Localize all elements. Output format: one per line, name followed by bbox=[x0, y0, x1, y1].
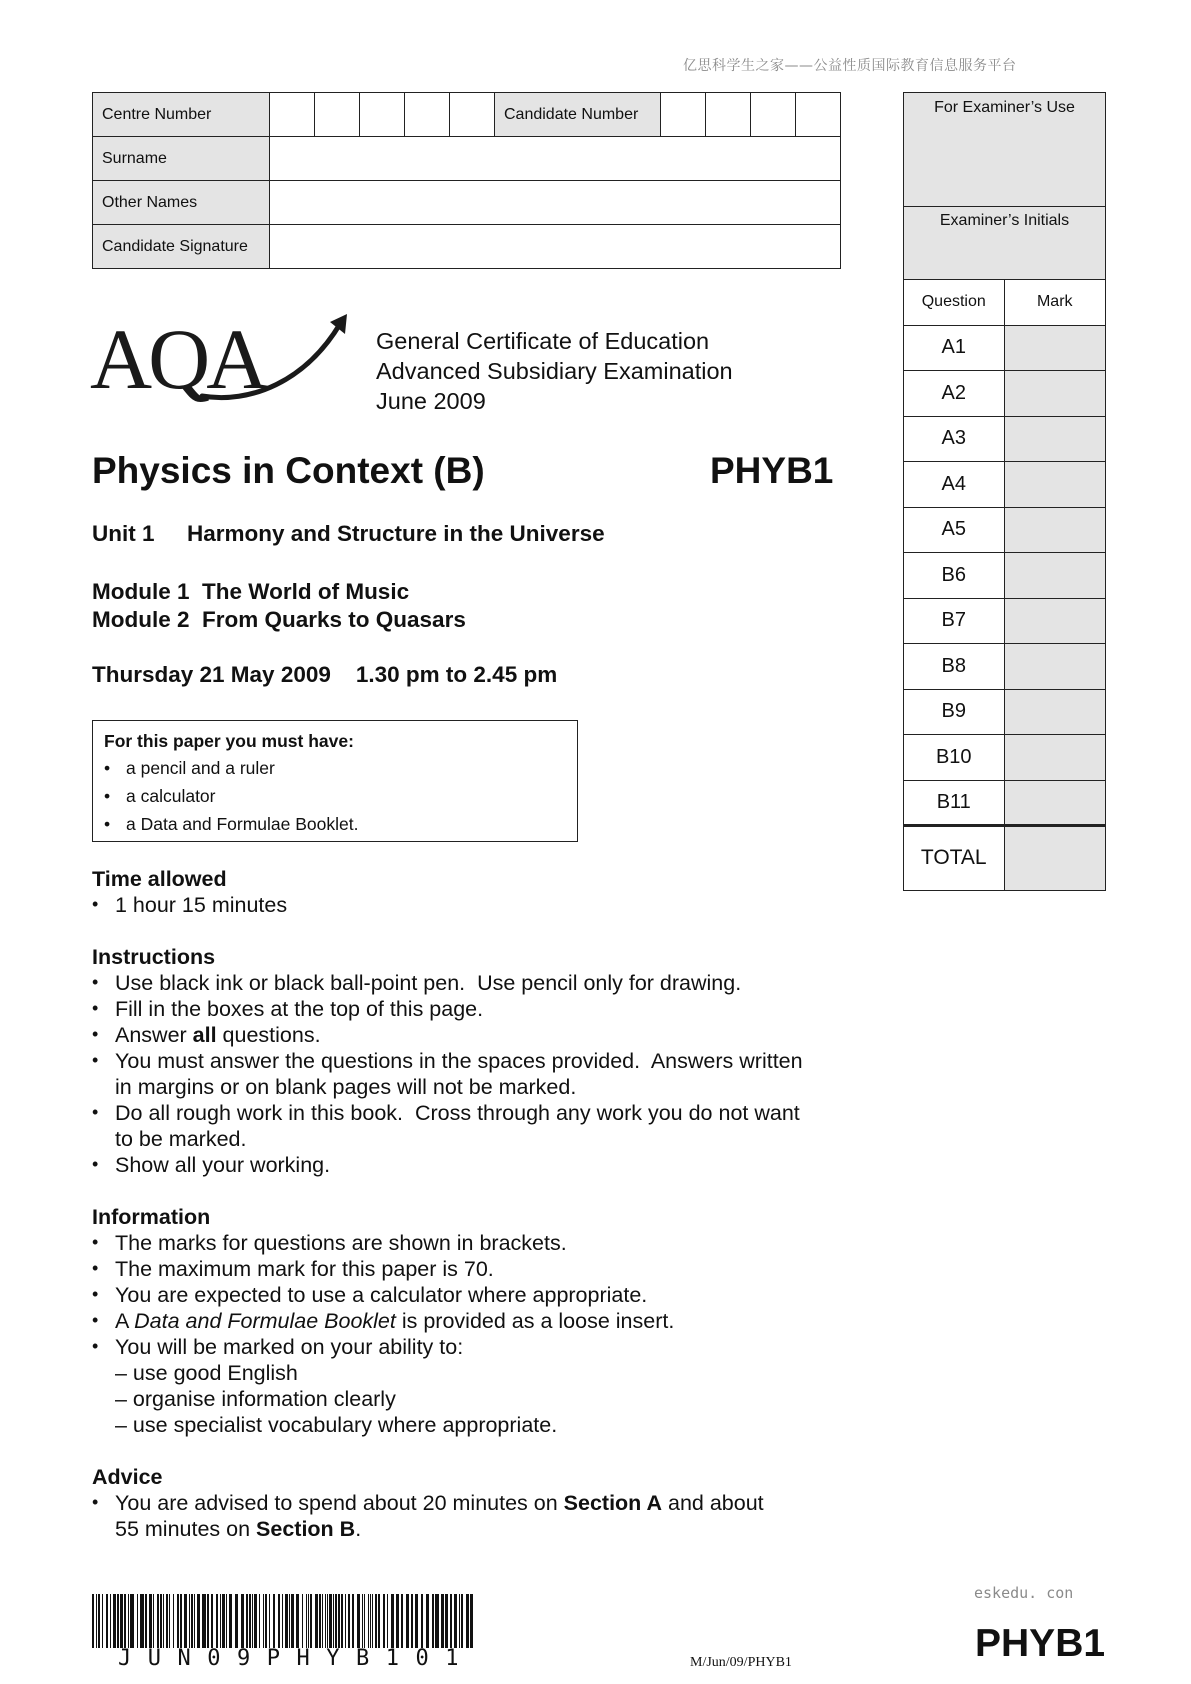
barcode-bar bbox=[333, 1594, 334, 1648]
barcode-bar bbox=[368, 1594, 369, 1648]
barcode-bar bbox=[235, 1594, 238, 1648]
bullet-item bbox=[92, 1308, 852, 1334]
mark-cell[interactable] bbox=[1004, 553, 1105, 599]
barcode-bar bbox=[173, 1594, 174, 1648]
must-have-item: • a Data and Formulae Booklet. bbox=[104, 810, 566, 838]
candidate-number-label: Candidate Number bbox=[495, 93, 661, 137]
bullet-item: • You must answer the questions in the spaces provided. Answers written bbox=[92, 1048, 852, 1074]
barcode-bar bbox=[222, 1594, 225, 1648]
text-fragment: and about bbox=[662, 1491, 764, 1515]
barcode-bar bbox=[197, 1594, 200, 1648]
barcode-bar bbox=[153, 1594, 154, 1648]
certificate-block bbox=[376, 326, 733, 416]
barcode-bar bbox=[160, 1594, 162, 1648]
barcode-bar bbox=[285, 1594, 288, 1648]
barcode-bar bbox=[259, 1594, 260, 1648]
barcode-bar bbox=[466, 1594, 469, 1648]
dash-item: – use good English bbox=[115, 1361, 298, 1385]
barcode-bar bbox=[96, 1594, 97, 1648]
barcode-bar bbox=[273, 1594, 275, 1648]
question-label: B8 bbox=[904, 644, 1004, 690]
aqa-logo bbox=[90, 312, 355, 404]
candidate-number-box[interactable] bbox=[661, 93, 706, 137]
barcode-bar bbox=[128, 1594, 129, 1648]
text-fragment: 55 minutes on bbox=[115, 1517, 257, 1541]
question-label: A4 bbox=[904, 462, 1004, 508]
bullet-continuation: to be marked. bbox=[115, 1127, 247, 1151]
other-names-label: Other Names bbox=[93, 181, 270, 225]
total-label: TOTAL bbox=[904, 826, 1004, 890]
text-fragment: Section B bbox=[256, 1517, 356, 1541]
mark-cell[interactable] bbox=[1004, 325, 1105, 371]
paper-code-footer: PHYB1 bbox=[975, 1622, 1106, 1665]
barcode-bar bbox=[137, 1594, 138, 1648]
barcode-bar bbox=[189, 1594, 190, 1648]
question-label: A1 bbox=[904, 325, 1004, 371]
barcode-bar bbox=[169, 1594, 170, 1648]
barcode-bar bbox=[396, 1594, 399, 1648]
barcode-bar bbox=[327, 1594, 328, 1648]
barcode-bar bbox=[421, 1594, 423, 1648]
barcode-bar bbox=[265, 1594, 267, 1648]
barcode-bar bbox=[450, 1594, 452, 1648]
barcode-bar bbox=[180, 1594, 182, 1648]
barcode-bar bbox=[117, 1594, 119, 1648]
instructions-section bbox=[92, 944, 852, 1178]
unit-title: Harmony and Structure in the Universe bbox=[187, 521, 605, 546]
barcode-bar bbox=[370, 1594, 371, 1648]
question-label: B7 bbox=[904, 598, 1004, 644]
barcode-bar bbox=[435, 1594, 439, 1648]
question-label: A5 bbox=[904, 507, 1004, 553]
information-section bbox=[92, 1204, 852, 1438]
centre-number-box[interactable] bbox=[315, 93, 360, 137]
mark-cell[interactable] bbox=[1004, 735, 1105, 781]
barcode-bar bbox=[246, 1594, 248, 1648]
barcode-bar bbox=[177, 1594, 179, 1648]
module-line: Module 1 The World of Music bbox=[92, 579, 410, 604]
text-fragment: Section A bbox=[563, 1491, 663, 1515]
bullet-continuation bbox=[92, 1516, 852, 1542]
dash-item: – use specialist vocabulary where appropriate. bbox=[115, 1413, 558, 1437]
barcode-bar bbox=[163, 1594, 164, 1648]
dash-item: – organise information clearly bbox=[115, 1387, 396, 1411]
bullet-item bbox=[92, 1022, 852, 1048]
mark-cell[interactable] bbox=[1004, 416, 1105, 462]
barcode-bar bbox=[145, 1594, 147, 1648]
barcode-bar bbox=[211, 1594, 213, 1648]
barcode-bar bbox=[406, 1594, 409, 1648]
other-names-field[interactable] bbox=[270, 181, 841, 225]
bullet-continuation: in margins or on blank pages will not be marked. bbox=[115, 1075, 577, 1099]
text-fragment: . bbox=[355, 1517, 362, 1541]
text-fragment: is provided as a loose insert. bbox=[395, 1309, 675, 1333]
question-label: A3 bbox=[904, 416, 1004, 462]
barcode-bar bbox=[345, 1594, 346, 1648]
barcode-bar bbox=[166, 1594, 168, 1648]
score-table bbox=[904, 280, 1105, 890]
question-label: B11 bbox=[904, 780, 1004, 826]
centre-number-label: Centre Number bbox=[93, 93, 270, 137]
barcode-bar bbox=[459, 1594, 460, 1648]
barcode-bar bbox=[372, 1594, 373, 1648]
text-fragment: You are advised to spend about 20 minutes on bbox=[115, 1491, 564, 1515]
must-have-box bbox=[92, 720, 578, 842]
barcode-bar bbox=[252, 1594, 253, 1648]
barcode-bar bbox=[461, 1594, 463, 1648]
text-fragment: A bbox=[115, 1309, 135, 1333]
text-fragment: Data and Formulae Booklet bbox=[134, 1309, 396, 1333]
surname-field[interactable] bbox=[270, 137, 841, 181]
paper-reference: M/Jun/09/PHYB1 bbox=[690, 1655, 792, 1670]
barcode-bar bbox=[102, 1594, 103, 1648]
bullet-item: • Do all rough work in this book. Cross through any work you do not want bbox=[92, 1100, 852, 1126]
barcode-bar bbox=[364, 1594, 365, 1648]
certificate-line: General Certificate of Education bbox=[376, 328, 710, 354]
question-label: B9 bbox=[904, 689, 1004, 735]
must-have-item: • a calculator bbox=[104, 782, 566, 810]
barcode-bar bbox=[249, 1594, 251, 1648]
barcode-bar bbox=[184, 1594, 187, 1648]
barcode-bar bbox=[338, 1594, 340, 1648]
question-label: B10 bbox=[904, 735, 1004, 781]
barcode-bar bbox=[229, 1594, 232, 1648]
signature-label: Candidate Signature bbox=[93, 225, 270, 269]
mark-cell[interactable] bbox=[1004, 507, 1105, 553]
examiner-use-panel bbox=[903, 92, 1106, 891]
text-fragment: Answer bbox=[115, 1023, 193, 1047]
barcode-bar bbox=[401, 1594, 403, 1648]
centre-number-box[interactable] bbox=[405, 93, 450, 137]
modules bbox=[92, 578, 466, 634]
text-fragment: all bbox=[192, 1023, 217, 1047]
barcode-bar bbox=[226, 1594, 227, 1648]
barcode-bar bbox=[194, 1594, 195, 1648]
candidate-number-box[interactable] bbox=[706, 93, 751, 137]
barcode-bar bbox=[278, 1594, 280, 1648]
examiner-use-heading: For Examiner’s Use bbox=[904, 93, 1105, 207]
section-heading: Information bbox=[92, 1205, 211, 1229]
barcode-bar bbox=[191, 1594, 193, 1648]
barcode-bar bbox=[375, 1594, 377, 1648]
barcode-bar bbox=[269, 1594, 270, 1648]
question-label: A2 bbox=[904, 371, 1004, 417]
mark-cell[interactable] bbox=[1004, 598, 1105, 644]
barcode-bar bbox=[282, 1594, 283, 1648]
barcode-bar bbox=[432, 1594, 434, 1648]
candidate-number-box[interactable] bbox=[796, 93, 841, 137]
barcode-bar bbox=[263, 1594, 264, 1648]
barcode-bar bbox=[387, 1594, 388, 1648]
signature-field[interactable] bbox=[270, 225, 841, 269]
site-watermark: eskedu. con bbox=[974, 1584, 1074, 1602]
barcode-bar bbox=[241, 1594, 244, 1648]
text-fragment: questions. bbox=[216, 1023, 321, 1047]
barcode-bar bbox=[352, 1594, 354, 1648]
bullet-item: • The maximum mark for this paper is 70. bbox=[92, 1256, 852, 1282]
barcode-bar bbox=[220, 1594, 221, 1648]
barcode-bar bbox=[130, 1594, 134, 1648]
barcode-bar bbox=[92, 1594, 94, 1648]
barcode-bar bbox=[140, 1594, 144, 1648]
mark-cell[interactable] bbox=[1004, 462, 1105, 508]
barcode-bar bbox=[441, 1594, 444, 1648]
barcode-bar bbox=[426, 1594, 429, 1648]
unit-label: Unit 1 bbox=[92, 521, 155, 546]
question-label: B6 bbox=[904, 553, 1004, 599]
barcode-bar bbox=[110, 1594, 111, 1648]
certificate-line: June 2009 bbox=[376, 388, 486, 414]
barcode-bar bbox=[106, 1594, 108, 1648]
barcode-bar bbox=[383, 1594, 385, 1648]
section-heading: Advice bbox=[92, 1465, 163, 1489]
barcode bbox=[92, 1594, 474, 1648]
centre-number-box[interactable] bbox=[360, 93, 405, 137]
unit-heading bbox=[92, 521, 605, 547]
barcode-bar bbox=[310, 1594, 312, 1648]
barcode-bar bbox=[319, 1594, 321, 1648]
paper-title: Physics in Context (B) bbox=[92, 450, 485, 491]
time-allowed-section bbox=[92, 866, 852, 918]
barcode-bar bbox=[296, 1594, 299, 1648]
must-have-heading: For this paper you must have: bbox=[104, 731, 354, 751]
examiner-initials-label: Examiner’s Initials bbox=[904, 207, 1105, 280]
barcode-bar bbox=[335, 1594, 337, 1648]
mark-cell[interactable] bbox=[1004, 644, 1105, 690]
advice-section bbox=[92, 1464, 852, 1542]
total-mark-cell[interactable] bbox=[1004, 826, 1105, 890]
barcode-bar bbox=[207, 1594, 209, 1648]
mark-cell[interactable] bbox=[1004, 780, 1105, 826]
bullet-item bbox=[92, 1490, 852, 1516]
barcode-bar bbox=[302, 1594, 303, 1648]
barcode-text: JUN09PHYB101 bbox=[118, 1646, 475, 1671]
must-have-item: • a pencil and a ruler bbox=[104, 754, 566, 782]
barcode-bar bbox=[415, 1594, 418, 1648]
barcode-bar bbox=[149, 1594, 152, 1648]
section-heading: Time allowed bbox=[92, 867, 227, 891]
mark-cell[interactable] bbox=[1004, 689, 1105, 735]
barcode-bar bbox=[378, 1594, 380, 1648]
barcode-bar bbox=[445, 1594, 448, 1648]
barcode-bar bbox=[124, 1594, 126, 1648]
mark-column-header: Mark bbox=[1004, 280, 1105, 325]
barcode-bar bbox=[454, 1594, 457, 1648]
barcode-bar bbox=[306, 1594, 307, 1648]
barcode-bar bbox=[470, 1594, 473, 1648]
question-column-header: Question bbox=[904, 280, 1004, 325]
bullet-item: • Show all your working. bbox=[92, 1152, 852, 1178]
barcode-bar bbox=[113, 1594, 116, 1648]
barcode-bar bbox=[391, 1594, 394, 1648]
barcode-bar bbox=[315, 1594, 318, 1648]
section-heading: Instructions bbox=[92, 945, 216, 969]
bullet-item: • Use black ink or black ball-point pen. Use pencil only for drawing. bbox=[92, 970, 852, 996]
centre-number-box[interactable] bbox=[450, 93, 495, 137]
barcode-bar bbox=[341, 1594, 343, 1648]
barcode-bar bbox=[329, 1594, 332, 1648]
barcode-bar bbox=[291, 1594, 294, 1648]
barcode-bar bbox=[289, 1594, 290, 1648]
mark-cell[interactable] bbox=[1004, 371, 1105, 417]
barcode-bar bbox=[348, 1594, 350, 1648]
bullet-item: • Fill in the boxes at the top of this page. bbox=[92, 996, 852, 1022]
candidate-number-box[interactable] bbox=[751, 93, 796, 137]
barcode-bar bbox=[98, 1594, 100, 1648]
barcode-bar bbox=[120, 1594, 123, 1648]
barcode-bar bbox=[411, 1594, 413, 1648]
barcode-bar bbox=[202, 1594, 206, 1648]
aqa-logo-text: AQA bbox=[90, 312, 265, 404]
barcode-bar bbox=[362, 1594, 363, 1648]
barcode-bar bbox=[254, 1594, 257, 1648]
bullet-item: • The marks for questions are shown in brackets. bbox=[92, 1230, 852, 1256]
candidate-details-table bbox=[92, 92, 841, 269]
bullet-item: • You will be marked on your ability to: bbox=[92, 1334, 852, 1360]
certificate-line: Advanced Subsidiary Examination bbox=[376, 358, 733, 384]
exam-date: Thursday 21 May 2009 1.30 pm to 2.45 pm bbox=[92, 662, 558, 687]
barcode-bar bbox=[322, 1594, 323, 1648]
barcode-bar bbox=[325, 1594, 326, 1648]
barcode-bar bbox=[216, 1594, 218, 1648]
centre-number-box[interactable] bbox=[270, 93, 315, 137]
barcode-bar bbox=[308, 1594, 309, 1648]
paper-code: PHYB1 bbox=[710, 450, 834, 491]
top-banner: 亿思科学生之家——公益性质国际教育信息服务平台 bbox=[683, 58, 1017, 74]
bullet-item: • You are expected to use a calculator where appropriate. bbox=[92, 1282, 852, 1308]
bullet-item: • 1 hour 15 minutes bbox=[92, 892, 852, 918]
barcode-bar bbox=[157, 1594, 159, 1648]
surname-label: Surname bbox=[93, 137, 270, 181]
barcode-bar bbox=[357, 1594, 360, 1648]
module-line: Module 2 From Quarks to Quasars bbox=[92, 607, 466, 632]
